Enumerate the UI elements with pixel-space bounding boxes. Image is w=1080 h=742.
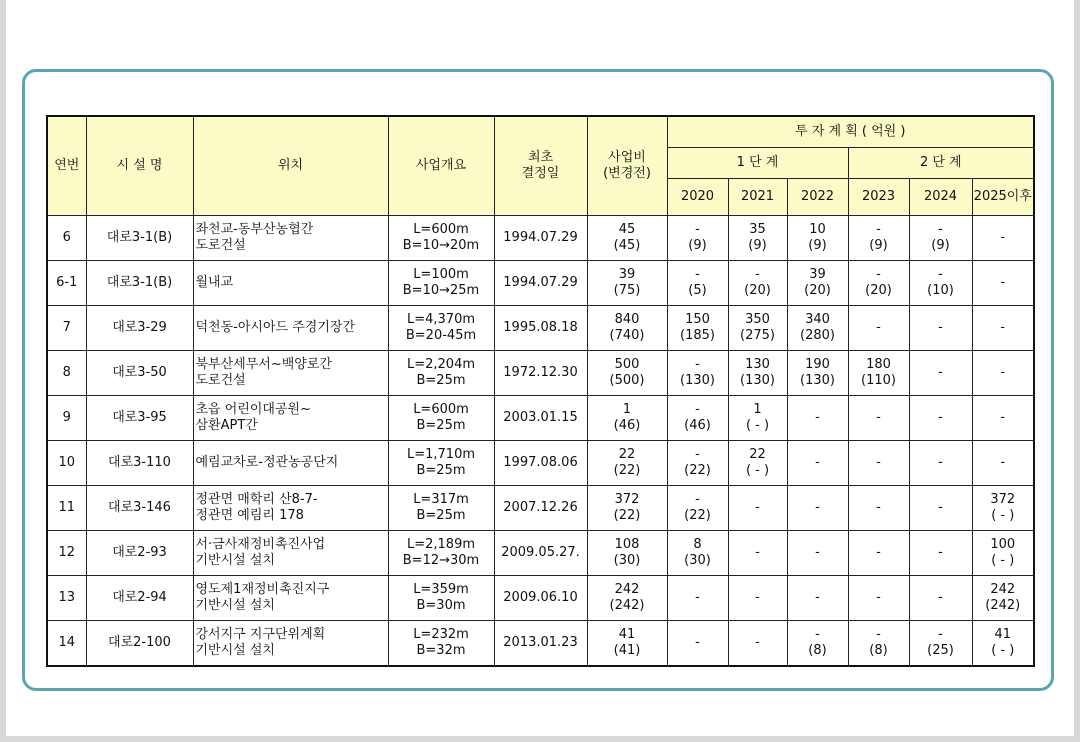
cell-year-plan — [728, 261, 787, 306]
cell-summary-line: L=4,370m — [406, 312, 475, 327]
cell-year-plan-line: 8 — [693, 537, 702, 552]
cell-year-plan-line: - — [815, 590, 820, 605]
cell-year-plan-line: (20) — [804, 283, 831, 298]
cell-project-cost-line: (46) — [613, 418, 641, 433]
table-row — [47, 486, 1034, 531]
cell-year-plan — [787, 396, 848, 441]
cell-year-plan-line: - — [876, 320, 881, 335]
cell-year-plan-line: (9) — [931, 238, 950, 253]
header-year: 2024 — [909, 179, 972, 216]
cell-year-plan-line: (5) — [688, 283, 707, 298]
table-row — [47, 621, 1034, 667]
cell-summary-line: B=25m — [416, 373, 466, 388]
cell-summary-line: L=1,710m — [406, 447, 475, 462]
cell-year-plan-line: (8) — [869, 643, 888, 658]
cell-location — [193, 531, 388, 576]
cell-decision-date: 1972.12.30 — [494, 351, 587, 396]
cell-year-plan-line: - — [755, 635, 760, 650]
cell-year-plan-line: - — [876, 627, 881, 642]
cell-project-cost-line: (45) — [613, 238, 641, 253]
cell-year-plan — [848, 486, 909, 531]
cell-year-plan-line: - — [695, 590, 700, 605]
cell-location-line: 초읍 어린이대공원~ — [195, 402, 311, 417]
cell-location — [193, 306, 388, 351]
cell-year-plan — [972, 261, 1034, 306]
cell-project-cost-line: (30) — [613, 553, 641, 568]
cell-year-plan-line: - — [938, 320, 943, 335]
cell-location-line: 도로건설 — [195, 373, 246, 388]
cell-year-plan — [848, 441, 909, 486]
cell-project-cost-line: 372 — [614, 492, 640, 507]
cell-year-plan-line: - — [876, 590, 881, 605]
cell-year-plan — [848, 576, 909, 621]
cell-year-plan-line: - — [1000, 455, 1006, 470]
cell-year-plan-line: - — [695, 492, 700, 507]
cell-year-plan-line: - — [755, 500, 760, 515]
cell-year-plan-line: 41 — [994, 627, 1012, 642]
cell-year-plan — [972, 576, 1034, 621]
header-location: 위치 — [193, 116, 388, 216]
cell-year-plan-line: - — [938, 222, 943, 237]
header-stage-1: 1 단 계 — [667, 148, 848, 179]
cell-project-cost-line: 840 — [614, 312, 640, 327]
header-decision-date: 최초 결정일 — [494, 116, 587, 216]
cell-year-plan-line: - — [876, 545, 881, 560]
cell-year-plan-line: (20) — [744, 283, 771, 298]
cell-project-cost-line: 39 — [618, 267, 636, 282]
cell-year-plan — [728, 441, 787, 486]
cell-year-plan-line: 190 — [805, 357, 830, 372]
cell-no: 10 — [47, 441, 86, 486]
cell-year-plan-line: - — [938, 627, 943, 642]
cell-year-plan-line: ( - ) — [991, 643, 1015, 658]
cell-year-plan-line: - — [1000, 275, 1006, 290]
cell-year-plan — [667, 441, 728, 486]
cell-summary-line: L=359m — [413, 582, 469, 597]
cell-year-plan-line: - — [695, 635, 700, 650]
cell-summary-line: L=2,189m — [406, 537, 475, 552]
cell-year-plan-line: 130 — [745, 357, 770, 372]
cell-year-plan-line: - — [938, 500, 943, 515]
cell-year-plan — [728, 396, 787, 441]
cell-year-plan-line: (110) — [861, 373, 896, 388]
cell-decision-date: 2009.05.27. — [494, 531, 587, 576]
cell-year-plan — [667, 396, 728, 441]
cell-summary — [388, 261, 494, 306]
cell-year-plan — [972, 351, 1034, 396]
cell-year-plan-line: 372 — [990, 492, 1016, 507]
cell-facility-name: 대로3-1(B) — [86, 261, 193, 306]
cell-year-plan-line: - — [695, 222, 700, 237]
cell-year-plan — [728, 306, 787, 351]
header-no: 연번 — [47, 116, 86, 216]
cell-year-plan-line: - — [1000, 410, 1006, 425]
table-row — [47, 396, 1034, 441]
cell-year-plan — [787, 441, 848, 486]
cell-year-plan — [667, 216, 728, 261]
cell-location-line: 정관면 매학리 산8-7- — [195, 492, 318, 507]
cell-year-plan — [667, 621, 728, 667]
cell-year-plan-line: - — [938, 267, 943, 282]
cell-year-plan — [728, 351, 787, 396]
cell-no: 11 — [47, 486, 86, 531]
cell-location — [193, 396, 388, 441]
cell-year-plan-line: 242 — [990, 582, 1016, 597]
cell-project-cost-line: (41) — [613, 643, 641, 658]
cell-year-plan — [848, 261, 909, 306]
cell-year-plan-line: - — [1000, 230, 1006, 245]
cell-location-line: 월내교 — [195, 275, 234, 290]
cell-year-plan — [909, 396, 972, 441]
cell-year-plan-line: - — [876, 455, 881, 470]
cell-year-plan-line: (22) — [684, 508, 711, 523]
header-stage-2: 2 단 계 — [848, 148, 1034, 179]
cell-decision-date: 2009.06.10 — [494, 576, 587, 621]
cell-year-plan-line: - — [695, 402, 700, 417]
cell-summary — [388, 576, 494, 621]
cell-year-plan — [787, 576, 848, 621]
cell-summary-line: B=30m — [416, 598, 466, 613]
cell-summary-line: B=25m — [416, 463, 466, 478]
cell-decision-date: 1995.08.18 — [494, 306, 587, 351]
cell-location-line: 강서지구 지구단위계획 — [195, 627, 326, 642]
cell-year-plan — [667, 351, 728, 396]
cell-year-plan-line: - — [876, 267, 881, 282]
cell-year-plan — [909, 621, 972, 667]
cell-year-plan — [909, 441, 972, 486]
cell-year-plan — [909, 531, 972, 576]
cell-project-cost — [587, 306, 667, 351]
cell-year-plan — [667, 306, 728, 351]
cell-no: 12 — [47, 531, 86, 576]
cell-project-cost-line: (740) — [609, 328, 645, 343]
cell-summary — [388, 531, 494, 576]
cell-facility-name: 대로3-50 — [86, 351, 193, 396]
cell-summary-line: B=10→20m — [402, 238, 480, 253]
cell-year-plan — [787, 531, 848, 576]
cell-location-line: 영도제1재정비촉진지구 — [195, 582, 330, 597]
cell-facility-name: 대로3-146 — [86, 486, 193, 531]
cell-year-plan-line: (130) — [680, 373, 715, 388]
cell-location-line: 기반시설 설치 — [195, 643, 275, 658]
cell-year-plan — [972, 531, 1034, 576]
cell-facility-name: 대로2-93 — [86, 531, 193, 576]
cell-project-cost-line: (500) — [609, 373, 645, 388]
cell-year-plan-line: - — [938, 455, 943, 470]
table-row — [47, 261, 1034, 306]
cell-project-cost — [587, 216, 667, 261]
cell-decision-date: 2007.12.26 — [494, 486, 587, 531]
cell-no: 8 — [47, 351, 86, 396]
cell-year-plan-line: (130) — [800, 373, 835, 388]
cell-year-plan-line: - — [876, 410, 881, 425]
cell-no: 13 — [47, 576, 86, 621]
cell-year-plan-line: - — [938, 410, 943, 425]
cell-location — [193, 486, 388, 531]
cell-project-cost-line: 45 — [618, 222, 636, 237]
table-row — [47, 531, 1034, 576]
cell-summary-line: L=600m — [413, 222, 469, 237]
cell-year-plan-line: 100 — [990, 537, 1016, 552]
cell-year-plan — [848, 531, 909, 576]
cell-facility-name: 대로3-29 — [86, 306, 193, 351]
cell-year-plan-line: 22 — [749, 447, 766, 462]
cell-decision-date: 2013.01.23 — [494, 621, 587, 667]
cell-year-plan-line: (185) — [680, 328, 715, 343]
table-row — [47, 216, 1034, 261]
cell-year-plan-line: (25) — [927, 643, 954, 658]
cell-year-plan-line: (8) — [808, 643, 827, 658]
cell-year-plan — [972, 306, 1034, 351]
cell-no: 9 — [47, 396, 86, 441]
cell-year-plan — [728, 576, 787, 621]
cell-location-line: 정관면 예림리 178 — [195, 508, 304, 523]
cell-facility-name: 대로3-110 — [86, 441, 193, 486]
cell-year-plan — [787, 216, 848, 261]
cell-year-plan — [787, 306, 848, 351]
cell-year-plan — [787, 351, 848, 396]
cell-year-plan — [972, 216, 1034, 261]
cell-year-plan-line: (20) — [865, 283, 892, 298]
cell-year-plan-line: 350 — [745, 312, 770, 327]
cell-location-line: 북부산세무서~백양로간 — [195, 357, 332, 372]
cell-year-plan — [787, 261, 848, 306]
cell-facility-name: 대로3-95 — [86, 396, 193, 441]
document-page — [6, 0, 1074, 736]
cell-summary — [388, 351, 494, 396]
cell-decision-date: 1994.07.29 — [494, 216, 587, 261]
cell-summary-line: B=10→25m — [402, 283, 480, 298]
cell-project-cost-line: 500 — [614, 357, 640, 372]
cell-year-plan-line: (9) — [869, 238, 888, 253]
cell-year-plan-line: 180 — [866, 357, 891, 372]
cell-year-plan — [909, 486, 972, 531]
cell-year-plan — [848, 216, 909, 261]
cell-location — [193, 216, 388, 261]
cell-summary — [388, 306, 494, 351]
cell-year-plan — [848, 621, 909, 667]
cell-year-plan-line: - — [755, 267, 760, 282]
cell-year-plan-line: 340 — [805, 312, 830, 327]
cell-location-line: 기반시설 설치 — [195, 598, 275, 613]
cell-year-plan-line: ( - ) — [745, 418, 770, 433]
cell-no: 6 — [47, 216, 86, 261]
cell-year-plan-line: 10 — [809, 222, 826, 237]
cell-decision-date: 2003.01.15 — [494, 396, 587, 441]
cell-location — [193, 261, 388, 306]
header-year: 2025이후 — [972, 179, 1034, 216]
cell-year-plan-line: - — [876, 222, 881, 237]
cell-year-plan — [848, 396, 909, 441]
cell-no: 7 — [47, 306, 86, 351]
cell-location-line: 기반시설 설치 — [195, 553, 275, 568]
cell-year-plan — [972, 396, 1034, 441]
cell-project-cost — [587, 531, 667, 576]
cell-year-plan-line: ( - ) — [991, 508, 1015, 523]
cell-location — [193, 621, 388, 667]
investment-plan-table — [46, 115, 1035, 667]
cell-year-plan-line: - — [938, 590, 943, 605]
table-row — [47, 306, 1034, 351]
cell-facility-name: 대로3-1(B) — [86, 216, 193, 261]
cell-no: 6-1 — [47, 261, 86, 306]
cell-year-plan-line: (22) — [684, 463, 711, 478]
cell-project-cost-line: (22) — [613, 463, 641, 478]
cell-summary-line: B=20-45m — [405, 328, 477, 343]
cell-year-plan — [728, 531, 787, 576]
cell-year-plan-line: - — [755, 590, 760, 605]
cell-year-plan — [667, 576, 728, 621]
cell-decision-date: 1997.08.06 — [494, 441, 587, 486]
cell-year-plan-line: - — [695, 357, 700, 372]
cell-project-cost — [587, 396, 667, 441]
cell-year-plan-line: (242) — [985, 598, 1021, 613]
header-project-cost: 사업비 (변경전) — [587, 116, 667, 216]
cell-year-plan-line: - — [938, 365, 943, 380]
cell-project-cost-line: 41 — [618, 627, 636, 642]
cell-year-plan-line: (9) — [748, 238, 767, 253]
cell-summary-line: L=2,204m — [406, 357, 475, 372]
cell-year-plan — [667, 531, 728, 576]
cell-project-cost-line: (242) — [609, 598, 645, 613]
cell-summary-line: B=32m — [416, 643, 466, 658]
cell-year-plan-line: - — [755, 545, 760, 560]
cell-year-plan — [972, 486, 1034, 531]
cell-year-plan-line: - — [695, 267, 700, 282]
table-row — [47, 441, 1034, 486]
cell-location-line: 덕천동-아시아드 주경기장간 — [195, 320, 356, 335]
cell-project-cost-line: 22 — [618, 447, 636, 462]
cell-summary — [388, 486, 494, 531]
table-body — [47, 216, 1034, 667]
cell-year-plan-line: - — [1000, 320, 1006, 335]
cell-year-plan — [667, 486, 728, 531]
cell-year-plan-line: - — [695, 447, 700, 462]
header-year: 2023 — [848, 179, 909, 216]
cell-year-plan-line: - — [1000, 365, 1006, 380]
cell-year-plan — [909, 576, 972, 621]
cell-project-cost-line: (22) — [613, 508, 641, 523]
cell-summary-line: B=25m — [416, 418, 466, 433]
cell-year-plan-line: (9) — [688, 238, 707, 253]
cell-summary-line: B=25m — [416, 508, 466, 523]
cell-project-cost-line: (75) — [613, 283, 641, 298]
cell-year-plan-line: 39 — [809, 267, 826, 282]
cell-year-plan-line: ( - ) — [745, 463, 770, 478]
header-year: 2021 — [728, 179, 787, 216]
cell-location-line: 도로건설 — [195, 238, 246, 253]
cell-year-plan — [972, 441, 1034, 486]
header-facility-name: 시 설 명 — [86, 116, 193, 216]
cell-summary-line: L=100m — [413, 267, 469, 282]
header-investment-plan: 투 자 계 획 ( 억원 ) — [667, 116, 1034, 148]
cell-year-plan-line: (275) — [740, 328, 775, 343]
cell-year-plan-line: - — [815, 455, 820, 470]
cell-summary-line: L=317m — [413, 492, 469, 507]
cell-year-plan-line: - — [815, 500, 820, 515]
cell-project-cost-line: 1 — [622, 402, 632, 417]
table-row — [47, 576, 1034, 621]
cell-year-plan — [728, 216, 787, 261]
cell-year-plan — [972, 621, 1034, 667]
cell-year-plan-line: (30) — [684, 553, 711, 568]
cell-year-plan-line: (280) — [800, 328, 835, 343]
cell-summary-line: L=232m — [413, 627, 469, 642]
cell-year-plan — [787, 621, 848, 667]
header-year: 2020 — [667, 179, 728, 216]
cell-no: 14 — [47, 621, 86, 667]
cell-year-plan — [909, 351, 972, 396]
cell-facility-name: 대로2-100 — [86, 621, 193, 667]
cell-year-plan-line: - — [876, 500, 881, 515]
cell-year-plan-line: (46) — [684, 418, 711, 433]
cell-location — [193, 351, 388, 396]
cell-year-plan-line: ( - ) — [991, 553, 1015, 568]
cell-decision-date: 1994.07.29 — [494, 261, 587, 306]
cell-summary — [388, 441, 494, 486]
cell-project-cost-line: 242 — [614, 582, 640, 597]
cell-year-plan-line: - — [815, 410, 820, 425]
cell-location — [193, 576, 388, 621]
cell-year-plan-line: (130) — [740, 373, 775, 388]
header-year: 2022 — [787, 179, 848, 216]
cell-year-plan — [787, 486, 848, 531]
cell-year-plan — [667, 261, 728, 306]
cell-year-plan-line: - — [815, 545, 820, 560]
cell-year-plan — [909, 216, 972, 261]
cell-project-cost — [587, 486, 667, 531]
header-summary: 사업개요 — [388, 116, 494, 216]
cell-facility-name: 대로2-94 — [86, 576, 193, 621]
cell-summary — [388, 216, 494, 261]
cell-location-line: 서·금사재정비촉진사업 — [195, 537, 326, 552]
cell-year-plan-line: 35 — [749, 222, 766, 237]
cell-summary-line: L=600m — [413, 402, 469, 417]
cell-year-plan-line: - — [938, 545, 943, 560]
cell-year-plan — [909, 306, 972, 351]
cell-year-plan-line: - — [815, 627, 820, 642]
cell-location — [193, 441, 388, 486]
cell-year-plan-line: (10) — [927, 283, 954, 298]
cell-location-line: 삼환APT간 — [195, 418, 258, 433]
cell-year-plan — [728, 486, 787, 531]
table-row — [47, 351, 1034, 396]
cell-year-plan — [848, 306, 909, 351]
cell-year-plan-line: (9) — [808, 238, 827, 253]
cell-project-cost — [587, 351, 667, 396]
cell-project-cost-line: 108 — [614, 537, 640, 552]
cell-summary — [388, 396, 494, 441]
cell-location-line: 좌천교-동부산농협간 — [195, 222, 314, 237]
cell-summary-line: B=12→30m — [402, 553, 480, 568]
cell-year-plan — [848, 351, 909, 396]
cell-location-line: 예림교차로-정관농공단지 — [195, 455, 339, 470]
cell-year-plan — [909, 261, 972, 306]
cell-project-cost — [587, 576, 667, 621]
cell-project-cost — [587, 261, 667, 306]
cell-year-plan — [728, 621, 787, 667]
cell-project-cost — [587, 441, 667, 486]
cell-summary — [388, 621, 494, 667]
cell-project-cost — [587, 621, 667, 667]
cell-year-plan-line: 150 — [685, 312, 710, 327]
cell-year-plan-line: 1 — [753, 402, 762, 417]
